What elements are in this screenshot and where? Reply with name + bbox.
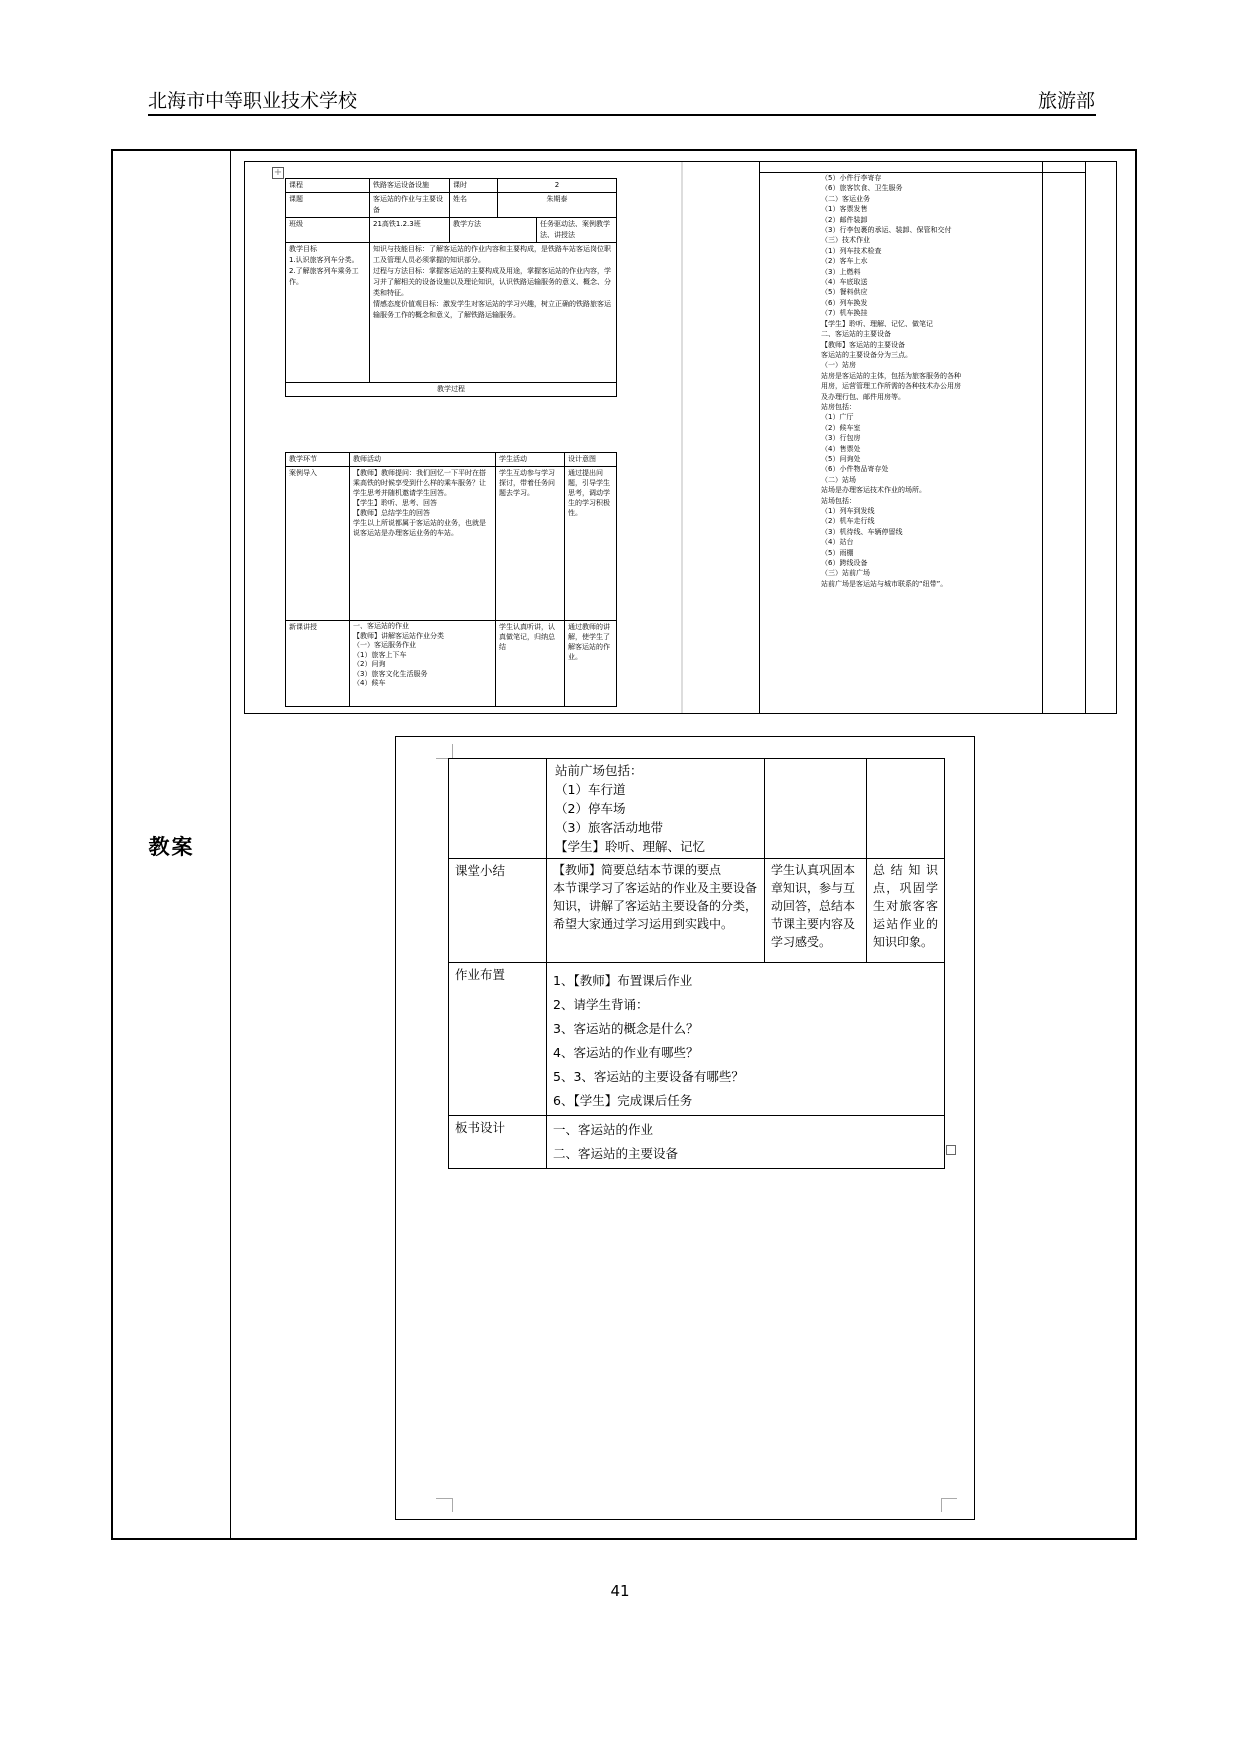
new-lesson-teacher: 一、客运站的作业 【教师】讲解客运站作业分类 （一）客运服务作业 （1）旅客上下车 （2）问询 （3）旅客文化生活服务 （4）候车: [350, 621, 496, 707]
case-intro-step: 案例导入: [286, 467, 350, 621]
hours-value: 2: [498, 179, 617, 193]
thumb-right-line: （7）机车换挂: [821, 309, 868, 318]
case-intro-student: 学生互动参与学习探讨，带着任务问题去学习。: [496, 467, 565, 621]
case-intro-design: 通过提出问题，引导学生思考，调动学生的学习积极性。: [565, 467, 617, 621]
homework-item: 6、【学生】完成课后任务: [553, 1093, 693, 1108]
thumb-right-line: 【学生】聆听、理解、记忆、做笔记: [821, 319, 933, 328]
square-student-cell: [765, 759, 867, 859]
thumb-right-text: [821, 173, 965, 589]
thumb-right-line: （3）机待线、车辆停留线: [821, 527, 903, 536]
thumb-right-border-right: [1085, 162, 1086, 713]
homework-label: 作业布置: [449, 963, 547, 1116]
thumb-right-line: （6）列车换发: [821, 298, 868, 307]
thumb-right-line: 【教师】客运站的主要设备: [821, 340, 905, 349]
board-label: 板书设计: [449, 1116, 547, 1169]
square-item: （1）车行道: [555, 782, 626, 797]
thumb-right-line: （4）站台: [821, 538, 854, 547]
homework-cell: [547, 963, 945, 1116]
process-title: 教学过程: [286, 383, 617, 397]
thumb-process-table: [285, 452, 617, 707]
square-item: （3）旅客活动地带: [555, 820, 663, 835]
crop-mark-br-h: [941, 1498, 957, 1499]
school-name: 北海市中等职业技术学校: [148, 90, 358, 112]
table-move-handle-icon[interactable]: +: [273, 167, 283, 178]
homework-item: 4、客运站的作业有哪些？: [553, 1045, 699, 1060]
header-rule: [148, 114, 1096, 116]
thumb-right-line: （4）车底取送: [821, 278, 868, 287]
thumb-right-line: （1）广厅: [821, 413, 854, 422]
hours-label: 课时: [450, 179, 498, 193]
square-student-note: 【学生】聆听、理解、记忆: [555, 839, 706, 854]
thumb-right-line: 站前广场是客运站与城市联系的“纽带”。: [821, 579, 948, 588]
thumb-right-line: （5）问询处: [821, 454, 861, 463]
homework-item: 1、【教师】布置课后作业: [553, 973, 693, 988]
new-lesson-step: 新课讲授: [286, 621, 350, 707]
step-header: 教学环节: [286, 453, 350, 467]
thumb-right-line: （一）站房: [821, 361, 856, 370]
label-column: [113, 151, 231, 1538]
class-label: 班级: [286, 218, 370, 243]
thumb-right-line: 二、客运站的主要设备: [821, 330, 891, 339]
thumb-right-line: （二）客运业务: [821, 194, 870, 203]
square-cell: [547, 759, 765, 859]
square-design-cell: [867, 759, 945, 859]
square-item: （2）停车场: [555, 801, 626, 816]
topic-value: 客运站的作业与主要设备: [370, 193, 450, 218]
new-lesson-design: 通过教师的讲解，使学生了解客运站的作业。: [565, 621, 617, 707]
thumb-right-line: （3）行李包裹的承运、装卸、保管和交付: [821, 226, 952, 235]
thumb-right-line: （3）上燃料: [821, 267, 861, 276]
thumb-right-line: （1）列车技术检查: [821, 246, 882, 255]
class-value: 21高铁1.2.3班: [370, 218, 450, 243]
crop-mark-br-v: [941, 1498, 942, 1512]
crop-mark-bl-v: [452, 1498, 453, 1512]
lesson-plan-label: 教案: [148, 834, 195, 859]
department-name: 旅游部: [1038, 90, 1096, 112]
board-item: 一、客运站的作业: [553, 1122, 654, 1137]
thumb-right-line: （2）候车室: [821, 423, 861, 432]
course-label: 课程: [286, 179, 370, 193]
thumb-right-line: （6）小件物品寄存处: [821, 465, 889, 474]
new-lesson-student: 学生认真听讲，认真做笔记，归纳总结: [496, 621, 565, 707]
thumb-right-line: （5）雨棚: [821, 548, 854, 557]
page-number: 41: [610, 1582, 630, 1600]
square-title: 站前广场包括：: [555, 763, 643, 778]
name-label: 姓名: [450, 193, 498, 218]
method-label: 教学方法: [450, 218, 537, 243]
thumb-right-line: （2）邮件装卸: [821, 215, 868, 224]
lesson-table-continued: [448, 758, 945, 1169]
thumb-right-line: 客运站的主要设备分为三点。: [821, 350, 912, 359]
goals-right: 知识与技能目标：了解客运站的作业内容和主要构成，是铁路车站客运岗位职工及管理人员必须掌握的知识部分。 过程与方法目标：掌握客运站的主要构成及用途，掌握客运站的作业内容，学习并了解相关的设备设施以及理论知识，认识铁路运输服务的意义、概念、分类和特征。 情感态度价值观目标：激发学生对客运站的学习兴趣，树立正确的铁路旅客运输服务工作的概念和意义，了解铁路运输服务。: [370, 243, 617, 383]
homework-item: 3、客运站的概念是什么？: [553, 1021, 699, 1036]
thumb-right-line: （2）机车走行线: [821, 517, 875, 526]
summary-student: 学生认真巩固本章知识，参与互动回答，总结本节课主要内容及学习感受。: [765, 859, 867, 963]
thumb-right-line: （1）列车到发线: [821, 507, 875, 515]
name-value: 朱期泰: [498, 193, 617, 218]
thumb-right-line: （三）技术作业: [821, 236, 870, 245]
thumb-right-line: 站房是客运站的主体，包括为旅客服务的各种用房，运营管理工作所需的各种技术办公用房及办理行包、邮件用房等。: [821, 371, 961, 401]
goals-label: 教学目标: [289, 245, 317, 253]
course-value: 铁路客运设备设施: [370, 179, 450, 193]
thumb-right-line: （2）客车上水: [821, 257, 868, 266]
design-header: 设计意图: [565, 453, 617, 467]
thumb-right-border-left: [759, 162, 760, 713]
topic-label: 课题: [286, 193, 370, 218]
square-step-cell: [449, 759, 547, 859]
student-header: 学生活动: [496, 453, 565, 467]
thumb-right-line: （1）客票发售: [821, 205, 868, 214]
thumb-right-line: （4）售票处: [821, 444, 861, 453]
crop-mark-bl-h: [436, 1498, 452, 1499]
thumb-right-line: （6）跨线设备: [821, 559, 868, 568]
thumb-right-line: （5）餐料供应: [821, 288, 868, 297]
homework-item: 5、3、客运站的主要设备有哪些？: [553, 1069, 744, 1084]
teacher-header: 教师活动: [350, 453, 496, 467]
case-intro-teacher: 【教师】教师提问：我们回忆一下平时在搭乘高铁的时候享受到什么样的乘车服务？让学生思考并随机邀请学生回答。 【学生】聆听、思考、回答 【教师】总结学生的回答 学生以上所说都属于客运站的业务，也就是说客运站是办理客运业务的车站。: [350, 467, 496, 621]
crop-mark-tl: [452, 744, 453, 758]
thumb-right-line: （三）站前广场: [821, 569, 870, 578]
thumb-right-line: 站场包括：: [821, 496, 856, 505]
thumb-right-line: （5）小件行李寄存: [821, 174, 882, 182]
summary-label: 课堂小结: [449, 859, 547, 963]
thumb-right-border-mid: [1042, 162, 1043, 713]
method-value: 任务驱动法、案例教学法、讲授法: [537, 218, 617, 243]
thumbnail-divider: [681, 162, 683, 713]
goals-left-text: 1.认识旅客列车分类。 2.了解旅客列车乘务工作。: [289, 256, 359, 286]
board-cell: [547, 1116, 945, 1169]
document-page: [395, 736, 975, 1520]
thumb-right-line: （6）旅客饮食、卫生服务: [821, 184, 903, 193]
summary-design: 总结知识点，巩固学生对旅客客运站作业的知识印象。: [867, 859, 945, 963]
board-item: 二、客运站的主要设备: [553, 1146, 679, 1161]
goals-left: [286, 243, 370, 383]
summary-teacher: 【教师】简要总结本节课的要点 本节课学习了客运站的作业及主要设备知识，讲解了客运站主要设备的分类，希望大家通过学习运用到实践中。: [547, 859, 765, 963]
thumb-right-line: 站场是办理客运技术作业的场所。: [821, 486, 926, 495]
thumb-left-table: [285, 178, 617, 397]
table-resize-handle-icon[interactable]: [946, 1145, 956, 1155]
thumb-right-line: 站房包括：: [821, 402, 856, 411]
thumb-right-line: （3）行包房: [821, 434, 861, 443]
thumb-right-line: （二）站场: [821, 475, 856, 484]
page-thumbnail-strip: [244, 161, 1117, 714]
homework-item: 2、请学生背诵：: [553, 997, 649, 1012]
